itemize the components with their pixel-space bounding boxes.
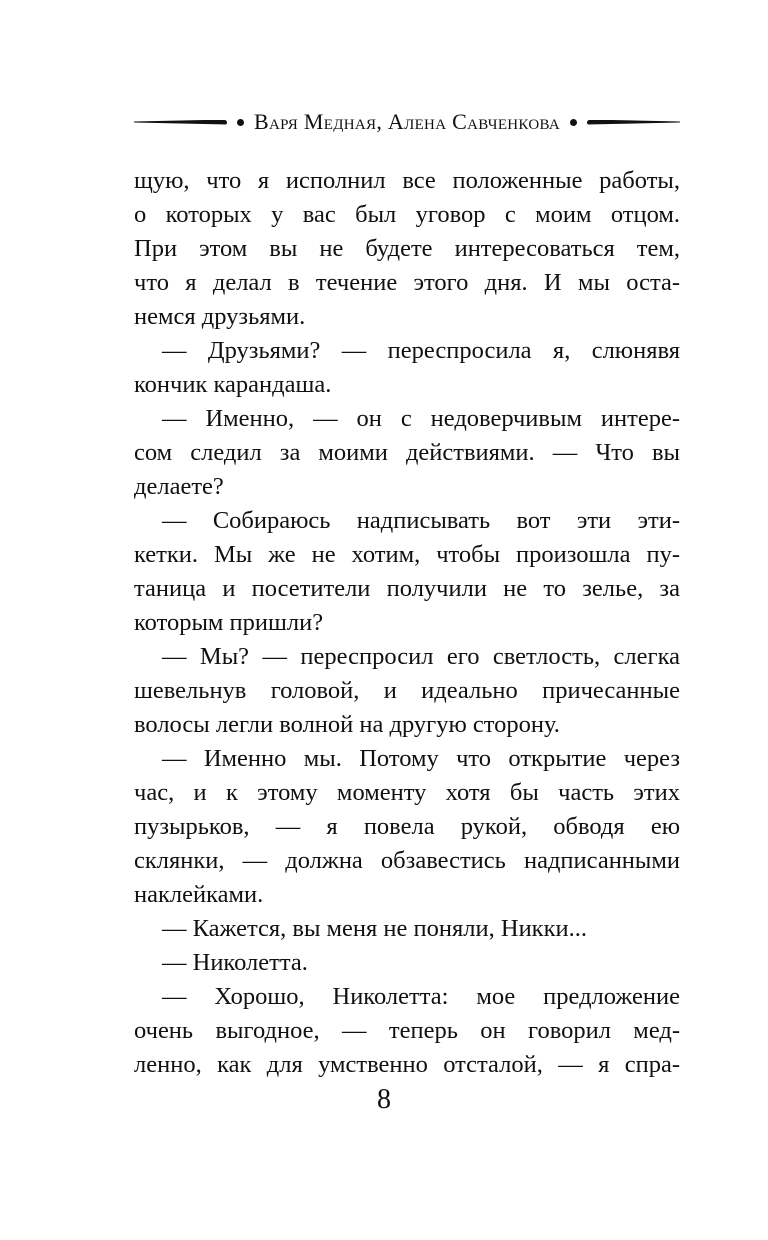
header-bullet-left xyxy=(237,119,244,126)
text-line: сом следил за моими действиями. — Что вы xyxy=(134,439,680,466)
text-line: волосы легли волной на другую сторону. xyxy=(134,711,560,738)
text-line: шевельнув головой, и идеально причесанные xyxy=(134,677,680,704)
text-line: щую, что я исполнил все положенные работы, xyxy=(134,167,680,194)
text-line: При этом вы не будете интересоваться тем, xyxy=(134,235,680,262)
text-line: наклейками. xyxy=(134,881,264,908)
text-line: кончик карандаша. xyxy=(134,371,332,398)
text-line: — Собираюсь надписывать вот эти эти- xyxy=(162,507,680,534)
text-line: кетки. Мы же не хотим, чтобы произошла пу- xyxy=(134,541,680,568)
header-ornament-right xyxy=(587,120,680,125)
running-header xyxy=(134,104,680,140)
text-line: — Кажется, вы меня не поняли, Никки... xyxy=(162,915,587,942)
text-line: — Друзьями? — переспросила я, слюнявя xyxy=(162,337,680,364)
text-line: таница и посетители получили не то зелье, за xyxy=(134,575,680,602)
body-text xyxy=(134,164,680,1082)
text-line: немся друзьями. xyxy=(134,303,306,330)
text-line: пузырьков, — я повела рукой, обводя ею xyxy=(134,813,680,840)
text-line: склянки, — должна обзавестись надписанными xyxy=(134,847,680,874)
text-line: — Николетта. xyxy=(162,949,308,976)
text-line: — Мы? — переспросил его светлость, слегка xyxy=(162,643,680,670)
text-line: очень выгодное, — теперь он говорил мед- xyxy=(134,1017,680,1044)
text-line: — Именно мы. Потому что открытие через xyxy=(162,745,680,772)
text-line: что я делал в течение этого дня. И мы оста- xyxy=(134,269,680,296)
text-line: час, и к этому моменту хотя бы часть этих xyxy=(134,779,680,806)
text-line: — Хорошо, Николетта: мое предложение xyxy=(162,983,680,1010)
header-ornament-left xyxy=(134,120,227,125)
running-head-authors: Варя Медная, Алена Савченкова xyxy=(254,109,560,134)
text-line: которым пришли? xyxy=(134,609,324,636)
text-line: ленно, как для умственно отсталой, — я спра- xyxy=(134,1051,680,1078)
text-line: делаете? xyxy=(134,473,224,500)
header-bullet-right xyxy=(570,119,577,126)
text-line: — Именно, — он с недоверчивым интере- xyxy=(162,405,680,432)
page-number: 8 xyxy=(377,1084,391,1115)
text-line: о которых у вас был уговор с моим отцом. xyxy=(134,201,680,228)
